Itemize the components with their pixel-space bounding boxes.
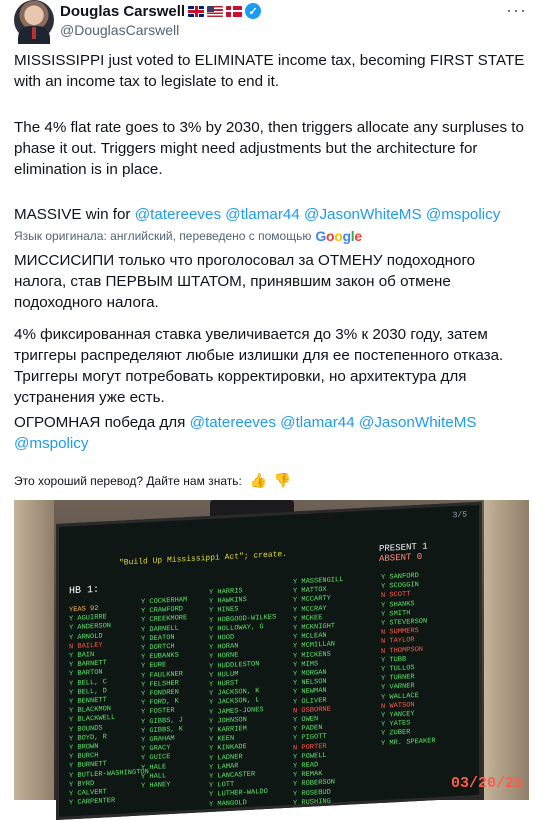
mention-link[interactable]: @JasonWhiteMS [304, 206, 422, 223]
vote-entry: YEAS 92 [69, 604, 99, 615]
vote-entry: N SCOTT [381, 590, 411, 601]
vote-entry: N TAYLOR [381, 636, 415, 647]
vote-entry: Y HAWKINS [209, 596, 247, 607]
vote-entry: N OSBORNE [293, 705, 331, 716]
more-options-icon[interactable]: ··· [506, 0, 527, 20]
vote-entry: Y BAIN [69, 651, 95, 661]
vote-entry: Y GRACY [141, 744, 171, 754]
vote-entry: Y EURE [141, 661, 167, 671]
post-paragraph-3 [14, 204, 529, 225]
mention-link[interactable]: @tatereeves [189, 414, 276, 431]
vote-entry: Y YATES [381, 719, 411, 730]
vote-entry: Y OWEN [293, 715, 319, 725]
uk-flag-icon [188, 6, 204, 17]
author-handle[interactable]: @DouglasCarswell [60, 22, 180, 38]
vote-entry: Y POWELL [293, 751, 327, 762]
vote-entry: Y NEWMAN [293, 687, 327, 698]
vote-entry: Y GUICE [141, 753, 171, 763]
vote-entry: Y JACKSON, K [209, 687, 260, 699]
vote-entry: Y NELSON [293, 678, 327, 688]
vote-entry: Y MCMILLAN [293, 640, 336, 652]
mention-link[interactable]: @tlamar44 [225, 206, 300, 223]
vote-entry: Y COCKERHAM [141, 596, 188, 607]
vote-entry: Y ROSEBUD [293, 788, 331, 799]
vote-entry: Y KARRIEM [209, 725, 247, 736]
vote-entry: Y GIBBS, J [141, 715, 184, 727]
feedback-text: Это хороший перевод? Дайте нам знать: [14, 473, 242, 488]
vote-entry: Y BURNETT [69, 760, 107, 771]
translation-feedback [14, 472, 290, 489]
translation-note [14, 228, 362, 244]
verified-badge-icon[interactable]: ✓ [245, 3, 261, 19]
vote-entry: Y DEATON [141, 633, 175, 644]
translated-paragraph-1: МИССИСИПИ только что проголосовал за ОТМЕНУ подоходного налога, став ПЕРВЫМ ШТАТОМ, принявшим закон об отмене подоходного налога. [14, 252, 476, 311]
vote-entry: Y GIBBS, K [141, 725, 184, 736]
vote-entry: Y MCLEAN [293, 632, 327, 642]
vote-entry: Y PIGOTT [293, 733, 327, 744]
vote-entry: Y JACKSON, L [209, 696, 260, 708]
vote-entry: Y AGUIRRE [69, 613, 107, 624]
dk-flag-icon [226, 6, 242, 17]
board-page: 3/5 [452, 510, 467, 521]
vote-entry: Y MCCRAY [293, 604, 327, 615]
vote-entry: Y HORNE [209, 651, 239, 662]
vote-entry: Y HOLLOWAY, G [209, 622, 264, 634]
vote-entry: Y ZUBER [381, 728, 411, 739]
translated-paragraph-3 [14, 412, 529, 454]
vote-entry: Y EUBANKS [141, 651, 179, 662]
vote-entry: Y OLIVER [293, 696, 327, 707]
translated-text-3 [14, 412, 529, 454]
author-name-row [60, 2, 261, 20]
vote-entry: Y HOBGOOD-WILKES [209, 613, 277, 625]
vote-entry: Y BARTON [69, 668, 103, 679]
vote-board [56, 502, 482, 820]
mention-link[interactable]: @tlamar44 [280, 414, 355, 431]
mention-link[interactable]: @tatereeves [134, 206, 222, 223]
mention-link[interactable]: @JasonWhiteMS [358, 414, 477, 431]
vote-entry: N SUMMERS [381, 627, 419, 638]
vote-entry: Y HURST [209, 679, 239, 690]
vote-entry: Y MASSENGILL [293, 575, 344, 587]
board-present: PRESENT 1 [379, 541, 428, 555]
vote-entry: Y MANGOLD [209, 798, 247, 809]
vote-entry: Y BENNETT [69, 696, 107, 707]
vote-entry: Y BROWN [69, 742, 99, 753]
vote-entry: Y PADEN [293, 724, 323, 734]
vote-entry: Y MR. SPEAKER [381, 736, 436, 748]
vote-entry: Y JOHNSON [209, 715, 247, 726]
us-flag-icon [207, 6, 223, 17]
vote-entry: Y FORD, K [141, 697, 179, 708]
vote-entry: Y HULUM [209, 670, 239, 680]
vote-entry: Y LOTT [209, 780, 235, 791]
vote-entry: Y LADNER [209, 752, 243, 763]
vote-entry: Y FELSHER [141, 679, 179, 690]
vote-entry: Y TUBB [381, 655, 407, 665]
vote-entry: Y RUSHING [293, 797, 331, 808]
vote-entry: N WATSON [381, 701, 415, 711]
vote-column-4 [293, 576, 343, 809]
vote-entry: Y BELL, D [69, 687, 107, 698]
vote-entry: Y WALLACE [381, 691, 419, 702]
vote-entry: Y TULLOS [381, 664, 415, 674]
mention-link[interactable]: @mspolicy [425, 206, 501, 223]
vote-entry: Y GRAHAM [141, 734, 175, 745]
vote-entry: Y JAMES-JONES [209, 705, 264, 717]
post-p3-prefix: MASSIVE win for [14, 206, 135, 223]
vote-entry: Y KEEN [209, 734, 235, 745]
vote-entry: Y HALE [141, 762, 167, 773]
thumbs-down-icon[interactable]: 👎 [273, 472, 292, 488]
vote-entry: Y KINKADE [209, 743, 247, 754]
translated-p3-prefix: ОГРОМНАЯ победа для [14, 414, 190, 431]
vote-entry: Y BLACKMON [69, 705, 112, 716]
vote-entry: Y HALL [141, 772, 167, 782]
vote-column-3 [209, 585, 276, 809]
vote-entry: Y BURCH [69, 752, 99, 762]
vote-entry: Y HINES [209, 605, 239, 616]
vote-entry: N BAILEY [69, 641, 103, 652]
post-photo[interactable] [14, 500, 529, 809]
vote-entry: Y CREEKMORE [141, 614, 188, 625]
translated-paragraph-2: 4% фиксированная ставка увеличивается до 3% к 2030 году, затем триггеры распределяют любые излишки для ее постепенного отказа. Триггеры могут потребовать корректировки, но архитектура для устранения уже есть. [14, 326, 504, 406]
vote-entry: Y BOUNDS [69, 724, 103, 734]
vote-entry: Y MORGAN [293, 668, 327, 679]
vote-entry: Y MIMS [293, 660, 319, 670]
google-logo: Google [315, 228, 362, 244]
translated-text-1 [14, 250, 529, 313]
vote-entry: Y HUDDLESTON [209, 659, 260, 671]
vote-entry: Y SMITH [381, 609, 411, 619]
post-paragraph-1: MISSISSIPPI just voted to ELIMINATE income tax, becoming FIRST STATE with an income tax to legislate to end it. [14, 52, 525, 90]
vote-entry: Y BLACKWELL [69, 714, 116, 725]
vote-entry: Y FONDREN [141, 688, 179, 699]
vote-entry: Y ARNOLD [69, 632, 103, 642]
vote-entry: Y BUTLER-WASHINGTON [69, 767, 149, 780]
vote-entry: Y BELL, C [69, 677, 107, 688]
translation-note-text: Язык оригинала: английский, переведено с помощью [14, 229, 312, 243]
vote-entry: Y SHANKS [381, 599, 415, 610]
translated-text-2 [14, 324, 529, 408]
post-text-2 [14, 117, 529, 180]
thumbs-up-icon[interactable]: 👍 [249, 472, 268, 488]
vote-entry: Y MCKEE [293, 613, 323, 624]
mention-link[interactable]: @mspolicy [14, 435, 89, 452]
board-bill: HB 1: [69, 584, 100, 598]
vote-entry: Y MCKNIGHT [293, 622, 336, 633]
vote-entry: Y TURNER [381, 673, 415, 684]
vote-column-5 [381, 571, 436, 749]
vote-entry: N THOMPSON [381, 645, 424, 656]
vote-entry: Y BARNETT [69, 659, 107, 670]
vote-entry: Y CARPENTER [69, 797, 116, 808]
vote-entry: Y HANEY [141, 781, 171, 791]
vote-entry: Y SCOGGIN [381, 581, 419, 592]
vote-entry: Y BOYD, R [69, 733, 107, 744]
vote-entry: Y SANFORD [381, 571, 419, 582]
vote-entry: Y YANCEY [381, 710, 415, 721]
board-date: 03/20/25 [450, 775, 523, 792]
vote-column-1 [69, 602, 149, 809]
board-absent: ABSENT 0 [379, 551, 423, 565]
post-paragraph-2: The 4% flat rate goes to 3% by 2030, then triggers allocate any surpluses to phase it out. Triggers might need adjustments but the architecture for elimination is in place. [14, 119, 524, 178]
vote-entry: Y DORTCH [141, 642, 175, 653]
vote-entry: Y LAMAR [209, 762, 239, 772]
post-text [14, 50, 529, 92]
vote-entry: Y HORAN [209, 642, 239, 653]
vote-entry: Y ANDERSON [69, 622, 112, 633]
vote-entry: N PORTER [293, 742, 327, 753]
vote-entry: Y DARNELL [141, 624, 179, 635]
vote-entry: Y READ [293, 761, 319, 771]
vote-entry: Y REMAK [293, 770, 323, 780]
vote-column-2 [141, 596, 187, 792]
vote-entry: Y MATTOX [293, 586, 327, 596]
author-avatar[interactable] [14, 0, 54, 40]
post-header [12, 0, 531, 44]
vote-entry: Y HARRIS [209, 587, 243, 597]
vote-entry: Y FOSTER [141, 707, 175, 717]
vote-entry: Y CALVERT [69, 788, 107, 799]
board-tally [379, 542, 428, 565]
vote-entry: Y LANCASTER [209, 770, 256, 782]
vote-entry: Y STEVERSON [381, 617, 428, 628]
author-name[interactable]: Douglas Carswell [60, 2, 186, 20]
vote-entry: Y VARNER [381, 682, 415, 693]
vote-entry: Y ROBERSON [293, 778, 336, 790]
vote-entry: Y MCCARTY [293, 595, 331, 605]
post-text-3 [14, 204, 529, 225]
vote-entry: Y LUTHER-WALDO [209, 788, 268, 800]
vote-entry: Y BYRD [69, 779, 95, 790]
vote-entry: Y FAULKNER [141, 669, 184, 681]
vote-entry: Y HOOD [209, 633, 235, 643]
board-title: "Build Up Mississippi Act"; create. [119, 549, 288, 568]
vote-entry: Y MICKENS [293, 650, 331, 661]
vote-entry: Y CRAWFORD [141, 605, 184, 616]
